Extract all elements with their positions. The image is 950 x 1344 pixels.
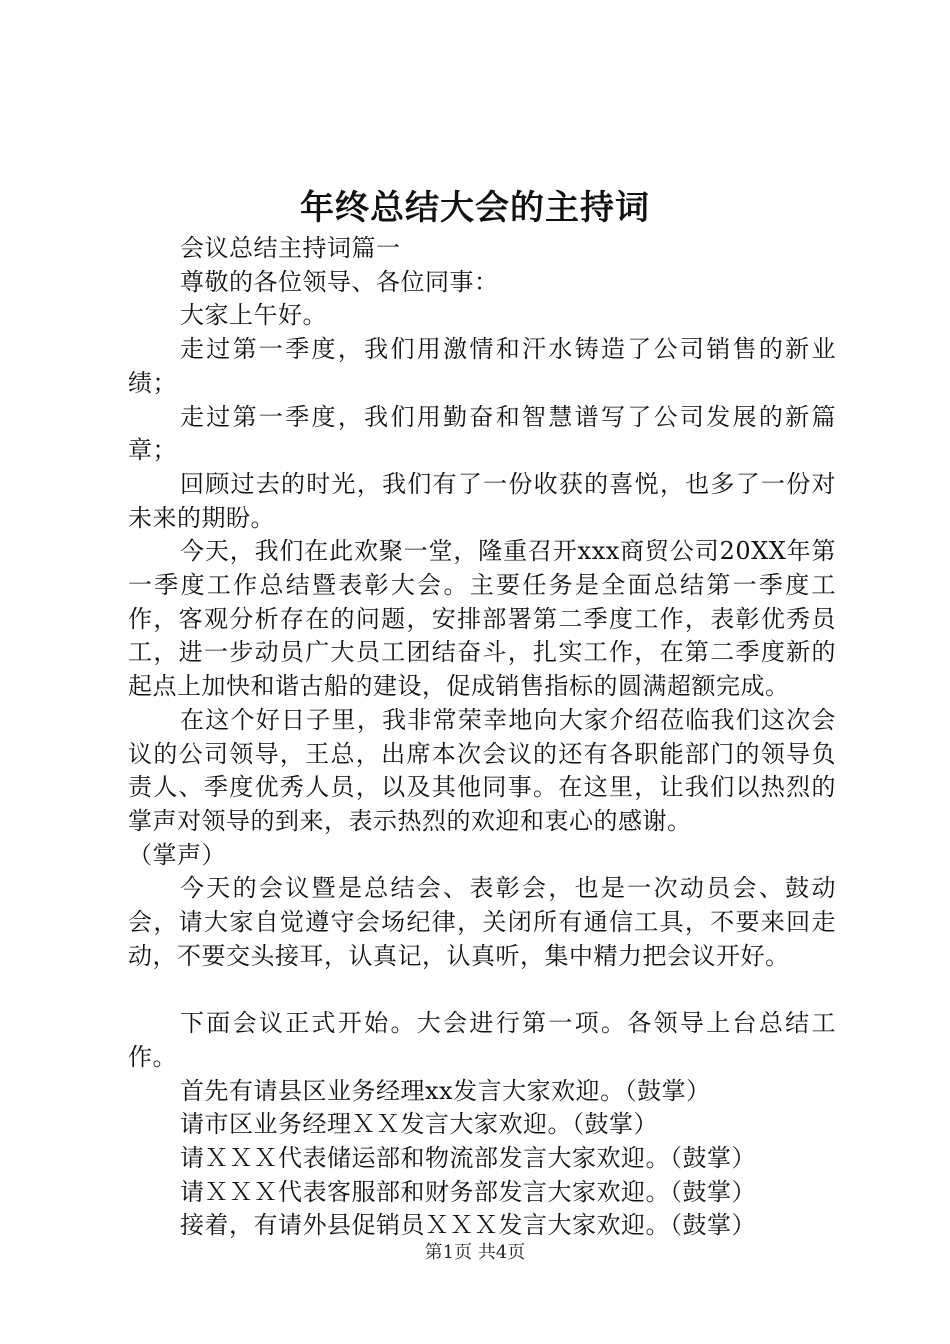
speaker-line: 首先有请县区业务经理xx发言大家欢迎。（鼓掌） <box>180 1076 711 1105</box>
paragraph: 回顾过去的时光，我们有了一份收获的喜悦，也多了一份对未来的期盼。 <box>128 469 836 532</box>
page-title: 年终总结大会的主持词 <box>300 188 650 228</box>
paragraph: 今天的会议暨是总结会、表彰会，也是一次动员会、鼓动会，请大家自觉遵守会场纪律，关闭所有通信工具，不要来回走动，不要交头接耳，认真记，认真听，集中精力把会议开好。 <box>128 874 836 970</box>
paragraph: 走过第一季度，我们用勤奋和智慧谱写了公司发展的新篇章； <box>128 402 836 465</box>
speaker-line: 请ＸＸＸ代表储运部和物流部发言大家欢迎。（鼓掌） <box>180 1143 756 1172</box>
page-footer: 第1页 共4页 <box>424 1242 526 1263</box>
greeting: 大家上午好。 <box>180 301 327 330</box>
document-body <box>128 232 836 1243</box>
paragraph: 走过第一季度，我们用激情和汗水铸造了公司销售的新业绩； <box>128 335 836 397</box>
speaker-line: 请市区业务经理ＸＸ发言大家欢迎。（鼓掌） <box>180 1110 658 1139</box>
paragraph: 下面会议正式开始。大会进行第一项。各领导上台总结工作。 <box>128 1009 836 1071</box>
salutation: 尊敬的各位领导、各位同事： <box>180 267 499 296</box>
paragraph: 今天，我们在此欢聚一堂，隆重召开xxx商贸公司20XX年第一季度工作总结暨表彰大会。主要任务是全面总结第一季度工作，客观分析存在的问题，安排部署第二季度工作，表彰优秀员工，进一步动员广大员工团结奋斗，扎实工作，在第二季度新的起点上加快和谐古船的建设，促成销售指标的圆满超额完成。 <box>128 537 836 701</box>
applause-note: （掌声） <box>128 840 226 869</box>
blank-line <box>128 973 836 1007</box>
section-heading: 会议总结主持词篇一 <box>180 234 401 262</box>
speaker-line: 接着，有请外县促销员ＸＸＸ发言大家欢迎。（鼓掌） <box>180 1211 756 1240</box>
speaker-line: 请ＸＸＸ代表客服部和财务部发言大家欢迎。（鼓掌） <box>180 1177 756 1206</box>
paragraph: 在这个好日子里，我非常荣幸地向大家介绍莅临我们这次会议的公司领导，王总，出席本次会议的还有各职能部门的领导负责人、季度优秀人员，以及其他同事。在这里，让我们以热烈的掌声对领导的到来，表示热烈的欢迎和衷心的感谢。 <box>128 705 836 835</box>
